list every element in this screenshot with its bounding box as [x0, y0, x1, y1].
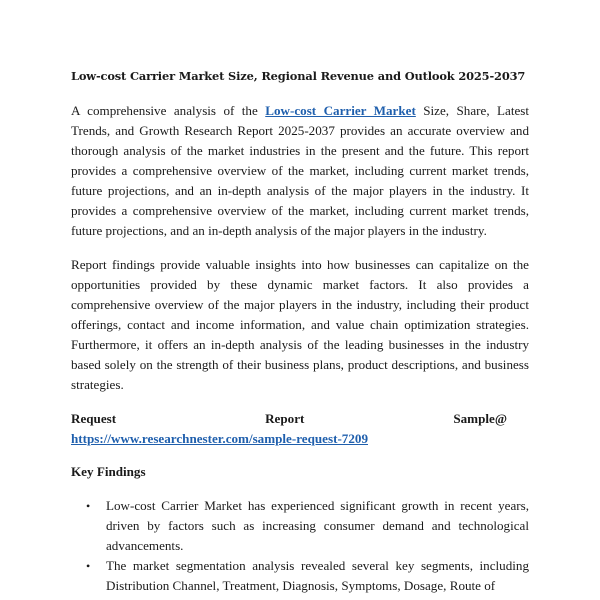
findings-paragraph: Report findings provide valuable insights into how businesses can capitalize on the opportunities provided by these dynamic market factors. It also provides a comprehensive overview of the major players in the industry, including their product offerings, contact and income information, and value chain optimization strategies. Furthermore, it offers an in-depth analysis of the leading businesses in the industry based solely on the strength of their business plans, product descriptions, and business strategies. [71, 257, 529, 392]
bullet-icon: • [86, 559, 91, 573]
intro-suffix: Size, Share, Latest Trends, and Growth Research Report 2025-2037 provides an accurate overview and thorough analysis of the market industries in the present and the future. This report provides a comprehensive overview of the market, including current market trends, future projections, and an in-depth analysis of the major players in the industry. It provides a comprehensive overview of the market, including current market trends, future projections, and an in-depth analysis of the major players in the industry. [71, 103, 530, 238]
bullet-icon: • [86, 499, 91, 513]
request-sample-label: Request Report Sample@ [71, 411, 507, 426]
list-item [71, 496, 529, 556]
list-item-text: The market segmentation analysis revealed several key segments, including Distribution Channel, Treatment, Diagnosis, Symptoms, Dosage, Route of [106, 558, 529, 593]
document-title: Low-cost Carrier Market Size, Regional Revenue and Outlook 2025-2037 [71, 69, 526, 83]
request-sample-line [71, 409, 529, 449]
intro-prefix: A comprehensive analysis of the [71, 103, 266, 118]
document-content [71, 68, 529, 596]
key-findings-list [71, 496, 529, 596]
intro-paragraph [71, 101, 529, 241]
key-findings-heading: Key Findings [71, 464, 146, 479]
list-item [71, 556, 529, 596]
market-report-link[interactable]: Low-cost Carrier Market [265, 103, 416, 118]
list-item-text: Low-cost Carrier Market has experienced significant growth in recent years, driven by factors such as increasing consumer demand and technological advancements. [106, 498, 529, 553]
sample-request-link[interactable]: https://www.researchnester.com/sample-request-7209 [71, 431, 368, 446]
